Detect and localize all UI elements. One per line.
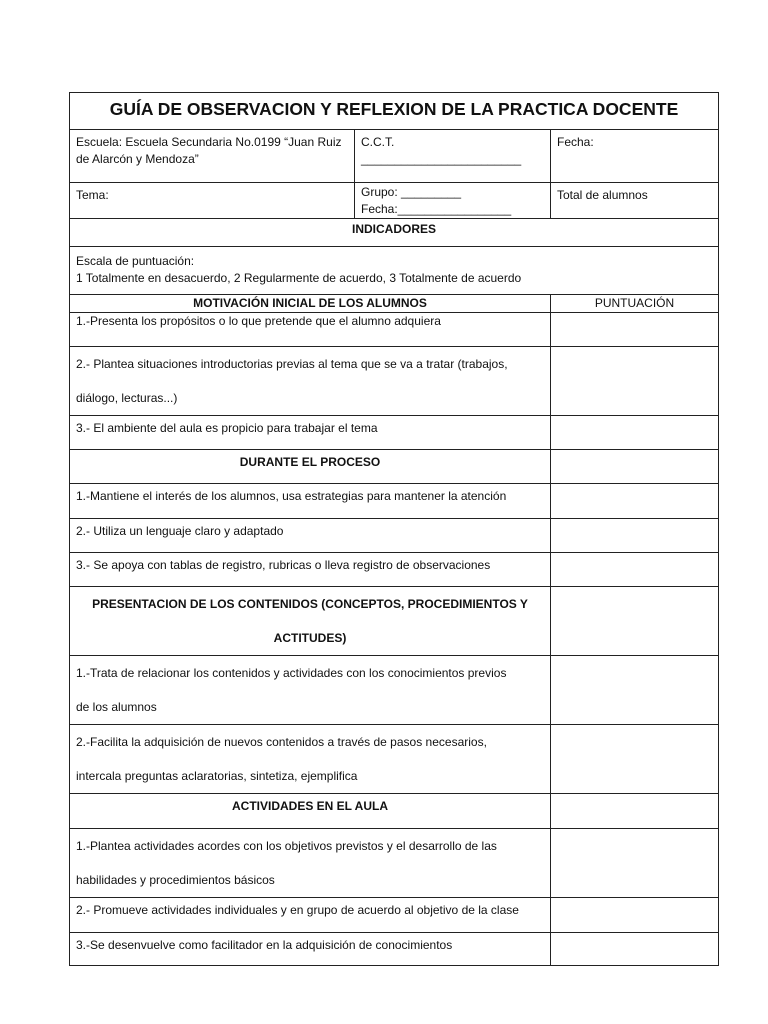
indicator-text (70, 829, 550, 897)
section-header-motivation (70, 294, 718, 312)
table-row (70, 828, 718, 897)
score-cell[interactable] (550, 416, 718, 449)
school-field[interactable] (70, 130, 354, 182)
table-row (70, 312, 718, 346)
school-line-1: Escuela: Escuela Secundaria No.0199 “Juan Ruiz (76, 135, 342, 149)
indicator-text: 2.- Promueve actividades individuales y en grupo de acuerdo al objetivo de la clase (76, 903, 519, 917)
score-cell[interactable] (550, 450, 718, 483)
score-cell[interactable] (550, 725, 718, 793)
score-cell[interactable] (550, 794, 718, 828)
school-line-2: de Alarcón y Mendoza” (76, 152, 199, 166)
indicator-text-line-2: habilidades y procedimientos básicos (76, 873, 275, 887)
indicator-text-line-1: 1.-Plantea actividades acordes con los objetivos previstos y el desarrollo de las (76, 839, 497, 853)
page-title: GUÍA DE OBSERVACION Y REFLEXION DE LA PRACTICA DOCENTE (109, 99, 679, 119)
observation-guide-form (69, 92, 719, 966)
scale-row (70, 246, 718, 294)
section-header-contents (70, 586, 718, 655)
indicator-text (70, 725, 550, 793)
table-row (70, 415, 718, 449)
cct-blank: ________________________ (361, 152, 522, 166)
table-row (70, 932, 718, 965)
indicator-text-line-2: de los alumnos (76, 700, 157, 714)
table-row (70, 518, 718, 552)
indicator-text (70, 656, 550, 724)
topic-info-row (70, 182, 718, 218)
section-heading-motivation: MOTIVACIÓN INICIAL DE LOS ALUMNOS (193, 296, 427, 310)
group-date-field[interactable] (354, 183, 550, 218)
section-heading-process: DURANTE EL PROCESO (239, 455, 381, 469)
table-row (70, 655, 718, 724)
score-cell[interactable] (550, 553, 718, 586)
indicator-text: 3.-Se desenvuelve como facilitador en la adquisición de conocimientos (76, 938, 453, 952)
score-cell[interactable] (550, 347, 718, 415)
scale-description (70, 247, 718, 294)
scale-values: 1 Totalmente en desacuerdo, 2 Regularmente de acuerdo, 3 Totalmente de acuerdo (76, 271, 522, 285)
indicator-text (70, 347, 550, 415)
indicator-text: 1.-Mantiene el interés de los alumnos, usa estrategias para mantener la atención (76, 489, 507, 503)
cct-field[interactable] (354, 130, 550, 182)
indicator-text: 3.- Se apoya con tablas de registro, rubricas o lleva registro de observaciones (76, 558, 491, 572)
section-heading-contents-line-1: PRESENTACION DE LOS CONTENIDOS (CONCEPTOS, PROCEDIMIENTOS Y (92, 597, 528, 611)
section-heading-contents (70, 587, 550, 655)
cct-label: C.C.T. (361, 135, 395, 149)
indicator-text-line-1: 2.- Plantea situaciones introductorias previas al tema que se va a tratar (trabajos, (76, 357, 508, 371)
table-row (70, 346, 718, 415)
total-students-label: Total de alumnos (557, 188, 648, 202)
date2-label: Fecha:_________________ (361, 202, 512, 216)
table-row (70, 552, 718, 586)
topic-field[interactable] (70, 183, 354, 218)
scale-title: Escala de puntuación: (76, 254, 195, 268)
section-heading-activities: ACTIVIDADES EN EL AULA (231, 799, 388, 813)
indicator-text: 2.- Utiliza un lenguaje claro y adaptado (76, 524, 284, 538)
table-row (70, 897, 718, 932)
topic-label: Tema: (76, 188, 109, 202)
date-field[interactable] (550, 130, 718, 182)
indicator-text: 1.-Presenta los propósitos o lo que pretende que el alumno adquiera (76, 314, 441, 328)
group-label: Grupo: _________ (361, 185, 462, 199)
score-cell[interactable] (550, 313, 718, 346)
score-cell[interactable] (550, 933, 718, 965)
section-header-process (70, 449, 718, 483)
section-heading-contents-line-2: ACTITUDES) (273, 631, 347, 645)
score-cell[interactable] (550, 898, 718, 932)
score-cell[interactable] (550, 656, 718, 724)
title-row (70, 93, 718, 129)
score-cell[interactable] (550, 829, 718, 897)
indicator-text-line-1: 1.-Trata de relacionar los contenidos y actividades con los conocimientos previos (76, 666, 507, 680)
indicator-text: 3.- El ambiente del aula es propicio para trabajar el tema (76, 421, 378, 435)
indicators-heading: INDICADORES (351, 222, 436, 236)
score-cell[interactable] (550, 519, 718, 552)
table-row (70, 483, 718, 518)
score-cell[interactable] (550, 587, 718, 655)
indicator-text-line-1: 2.-Facilita la adquisición de nuevos contenidos a través de pasos necesarios, (76, 735, 487, 749)
school-info-row (70, 129, 718, 182)
section-header-activities (70, 793, 718, 828)
indicator-text-line-2: diálogo, lecturas...) (76, 391, 178, 405)
score-column-heading: PUNTUACIÓN (550, 295, 718, 312)
score-cell[interactable] (550, 484, 718, 518)
indicators-row (70, 218, 718, 246)
date-label: Fecha: (557, 135, 594, 149)
indicator-text-line-2: intercala preguntas aclaratorias, sintetiza, ejemplifica (76, 769, 358, 783)
total-students-field[interactable] (550, 183, 718, 218)
table-row (70, 724, 718, 793)
